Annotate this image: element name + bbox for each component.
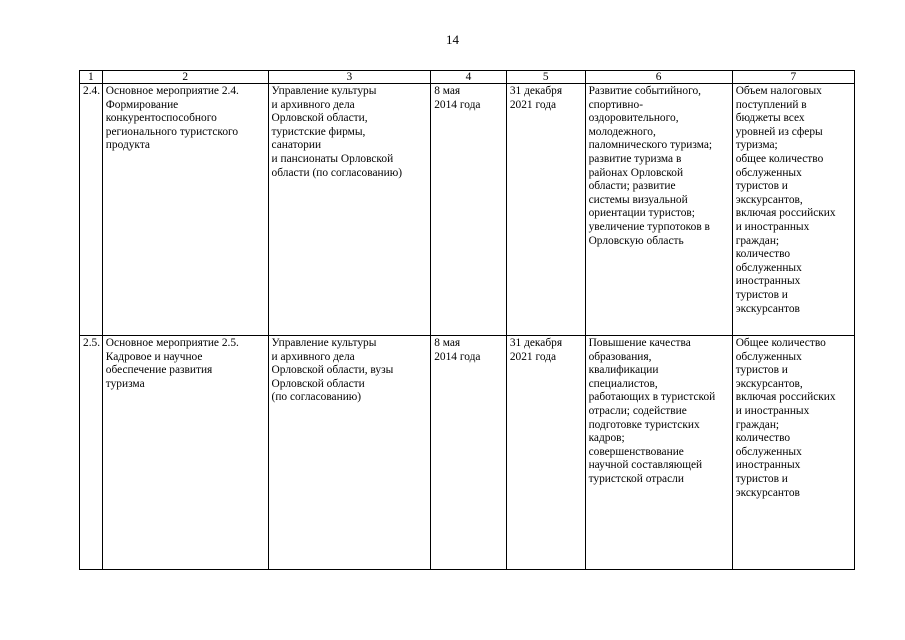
- program-activities-table: [79, 70, 855, 570]
- expected-result: Развитие событийного, спортивно- оздоровительного, молодежного, паломнического туризма; развитие туризма в районах Орловской области; развитие системы визуальной ориентации туристов; увеличение турпотоков в Орловскую область: [585, 84, 732, 336]
- column-number-row: [80, 71, 855, 84]
- end-date: 31 декабря 2021 года: [506, 84, 585, 336]
- start-date: 8 мая 2014 года: [431, 336, 507, 570]
- activity-name: Основное мероприятие 2.4. Формирование конкурентоспособного регионального туристского продукта: [102, 84, 268, 336]
- target-indicators: Объем налоговых поступлений в бюджеты всех уровней из сферы туризма; общее количество обслуженных туристов и экскурсантов, включая российских и иностранных граждан; количество обслуженных иностранных туристов и экскурсантов: [732, 84, 854, 336]
- column-number-2: 2: [102, 71, 268, 84]
- responsible-executor: Управление культуры и архивного дела Орловской области, туристские фирмы, санатории и пансионаты Орловской области (по согласованию): [268, 84, 431, 336]
- activity-name: Основное мероприятие 2.5. Кадровое и научное обеспечение развития туризма: [102, 336, 268, 570]
- column-number-5: 5: [506, 71, 585, 84]
- table-row: [80, 84, 855, 336]
- target-indicators: Общее количество обслуженных туристов и экскурсантов, включая российских и иностранных граждан; количество обслуженных иностранных туристов и экскурсантов: [732, 336, 854, 570]
- page-number: 14: [446, 32, 459, 47]
- column-number-4: 4: [431, 71, 507, 84]
- responsible-executor: Управление культуры и архивного дела Орловской области, вузы Орловской области (по согласованию): [268, 336, 431, 570]
- table-row: [80, 336, 855, 570]
- column-number-6: 6: [585, 71, 732, 84]
- column-number-1: 1: [80, 71, 103, 84]
- row-number: 2.5.: [80, 336, 103, 570]
- start-date: 8 мая 2014 года: [431, 84, 507, 336]
- row-number: 2.4.: [80, 84, 103, 336]
- expected-result: Повышение качества образования, квалификации специалистов, работающих в туристской отрасли; содействие подготовке туристских кадров; совершенствование научной составляющей туристской отрасли: [585, 336, 732, 570]
- column-number-3: 3: [268, 71, 431, 84]
- end-date: 31 декабря 2021 года: [506, 336, 585, 570]
- column-number-7: 7: [732, 71, 854, 84]
